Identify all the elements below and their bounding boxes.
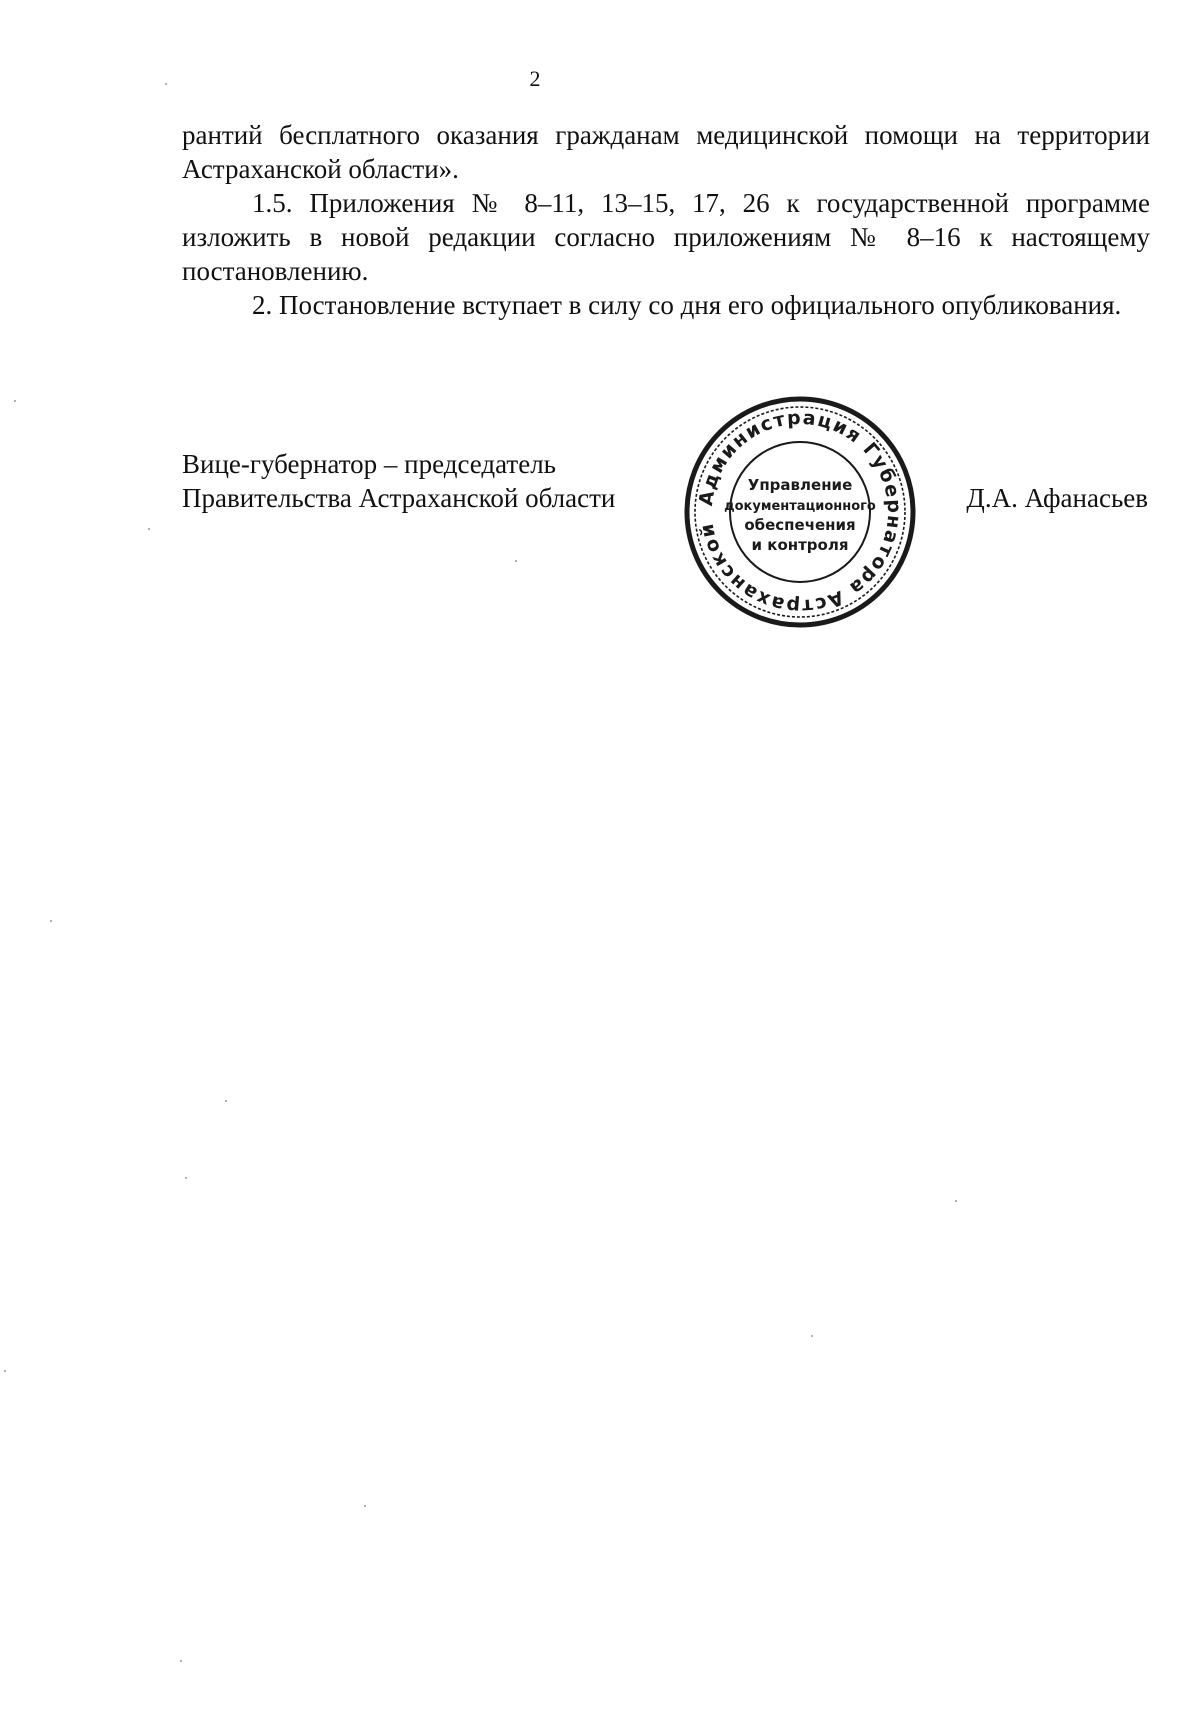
scan-speck bbox=[4, 1370, 6, 1372]
seal-center-line-3: обеспечения bbox=[744, 516, 856, 534]
page-number: 2 bbox=[529, 66, 541, 91]
scan-speck bbox=[14, 400, 16, 402]
scan-speck bbox=[364, 1505, 366, 1507]
scan-speck bbox=[50, 920, 52, 922]
paragraph-item-2: 2. Постановление вступает в силу со дня его официального опубликования. bbox=[252, 290, 1122, 320]
scan-speck bbox=[811, 1335, 813, 1337]
seal-graphic bbox=[680, 392, 920, 632]
scan-speck bbox=[225, 1100, 227, 1102]
seal-center-line-4: и контроля bbox=[751, 536, 849, 554]
seal-ring-textpath: Администрация Губернатора Астраханской bbox=[695, 406, 906, 618]
paragraph-continuation: рантий бесплатного оказания гражданам медицинской помощи на территории Астраханской области». bbox=[182, 120, 1150, 184]
official-seal-stamp bbox=[680, 392, 920, 632]
seal-center-line-1: Управление bbox=[747, 476, 853, 494]
signatory-title-line-2: Правительства Астраханской области bbox=[182, 483, 616, 513]
signatory-name: Д.А. Афанасьев bbox=[966, 483, 1148, 513]
scan-speck bbox=[515, 560, 517, 562]
scan-speck bbox=[185, 1177, 187, 1179]
signatory-title bbox=[182, 447, 615, 515]
scan-speck bbox=[165, 83, 167, 85]
scan-speck bbox=[955, 1200, 957, 1202]
seal-center-line-2: документационного bbox=[724, 499, 876, 514]
paragraph-item-1-5: 1.5. Приложения № 8–11, 13–15, 17, 26 к государственной программе изложить в новой редакции согласно приложениям № 8–16 к настоящему постановлению. bbox=[182, 188, 1150, 286]
scan-speck bbox=[180, 1660, 182, 1662]
signatory-title-line-1: Вице-губернатор – председатель bbox=[182, 449, 556, 479]
scan-speck bbox=[148, 528, 150, 530]
document-body bbox=[182, 118, 1150, 322]
